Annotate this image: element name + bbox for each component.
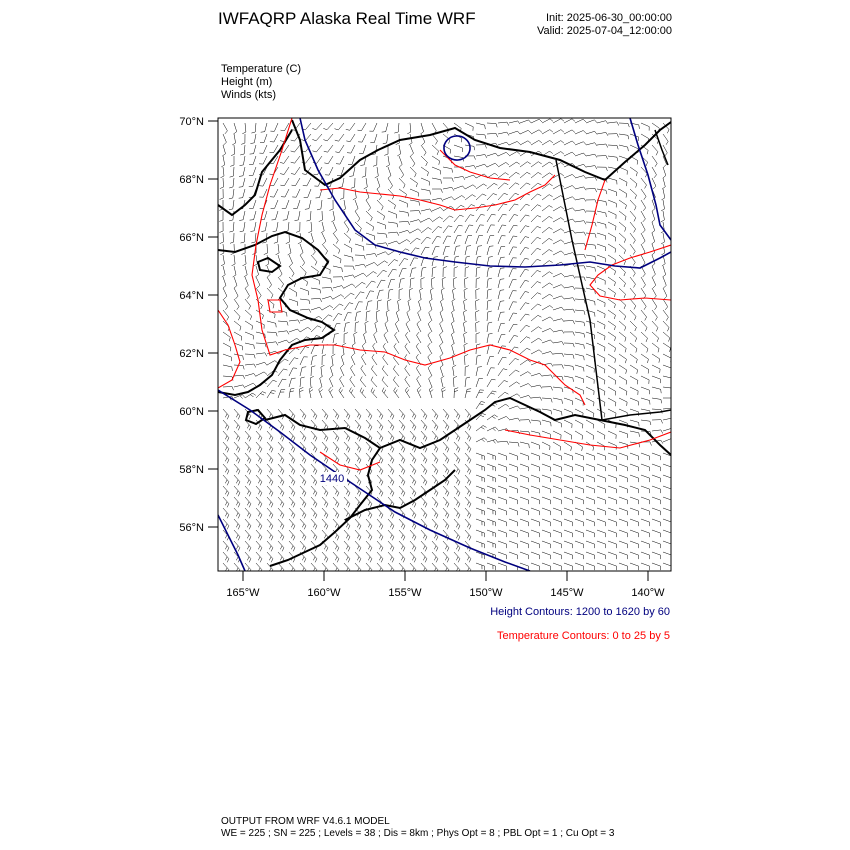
wind-barbs xyxy=(219,119,674,574)
lon-label-145w: 145°W xyxy=(550,587,584,599)
map-title: IWFAQRP Alaska Real Time WRF xyxy=(218,9,476,28)
lat-label-64n: 64°N xyxy=(179,290,204,302)
lon-label-150w: 150°W xyxy=(469,587,503,599)
temperature-contour-legend: Temperature Contours: 0 to 25 by 5 xyxy=(496,630,670,642)
variable-winds: Winds (kts) xyxy=(221,89,276,101)
valid-time: Valid: 2025-07-04_12:00:00 xyxy=(537,25,672,37)
latitude-axis xyxy=(179,116,218,534)
height-contour-label: 1440 xyxy=(319,473,345,485)
lat-label-66n: 66°N xyxy=(179,232,204,244)
lon-label-155w: 155°W xyxy=(388,587,422,599)
init-time: Init: 2025-06-30_00:00:00 xyxy=(546,12,672,24)
footer-model-line: OUTPUT FROM WRF V4.6.1 MODEL xyxy=(221,816,390,827)
longitude-axis xyxy=(226,571,665,599)
lon-label-140w: 140°W xyxy=(631,587,665,599)
lon-label-165w: 165°W xyxy=(226,587,260,599)
temperature-contours xyxy=(218,118,671,470)
lat-label-58n: 58°N xyxy=(179,464,204,476)
lat-label-62n: 62°N xyxy=(179,348,204,360)
height-contour-legend: Height Contours: 1200 to 1620 by 60 xyxy=(490,606,670,618)
lat-label-68n: 68°N xyxy=(179,174,204,186)
model-footer xyxy=(221,816,614,840)
wind-barb-field xyxy=(219,119,674,574)
variable-temperature: Temperature (C) xyxy=(221,63,302,75)
lat-label-60n: 60°N xyxy=(179,406,204,418)
footer-config-line: WE = 225 ; SN = 225 ; Levels = 38 ; Dis = 8km ; Phys Opt = 8 ; PBL Opt = 1 ; Cu Opt = 3 xyxy=(221,828,615,839)
variable-height: Height (m) xyxy=(221,76,273,88)
lat-label-56n: 56°N xyxy=(179,522,204,534)
lat-label-70n: 70°N xyxy=(179,116,204,128)
lon-label-160w: 160°W xyxy=(307,587,341,599)
